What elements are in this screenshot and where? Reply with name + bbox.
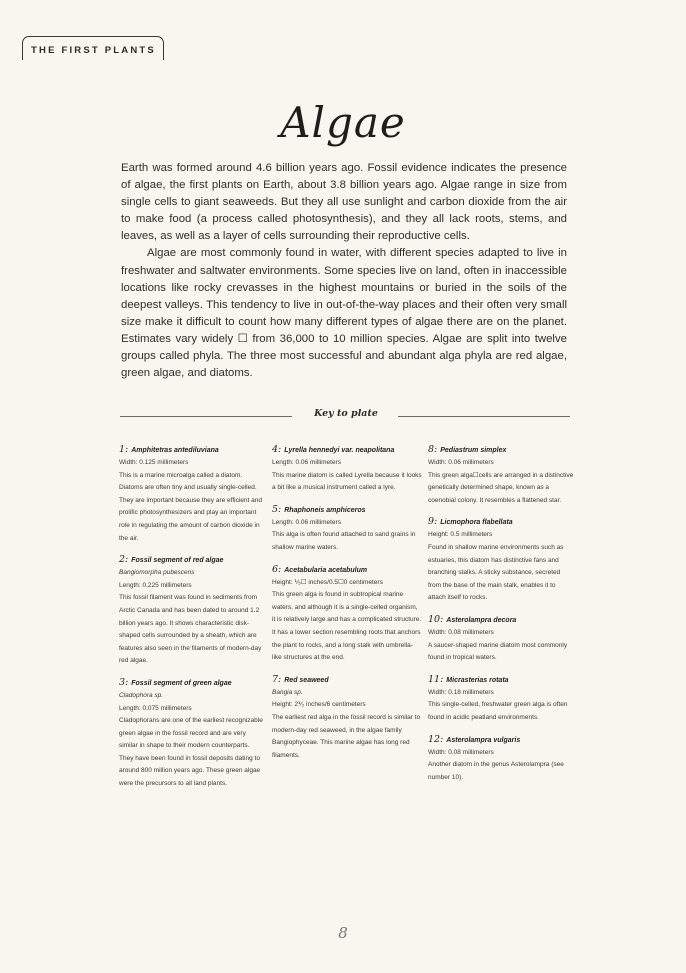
key-entry-description: A saucer-shaped marine diatom most commonly found in tropical waters. [428, 641, 568, 662]
key-entry-detail: Height: 0.5 millimeters [428, 531, 493, 539]
key-entry-detail: Length: 0.225 millimeters [119, 581, 192, 589]
key-entry-description: Found in shallow marine environments such as estuaries, this diatom has distinctive fans and branching stalks. A sticky substance, secreted from the base of the main stalk, enables it to attach itself to rocks. [428, 543, 564, 602]
key-entry-name: Fossil segment of red algae [131, 557, 224, 565]
intro-text [121, 160, 567, 382]
key-entry [119, 554, 265, 668]
key-divider-left [120, 416, 292, 417]
key-entry-detail: Height: 2⅟₂ inches/6 centimeters [272, 701, 366, 709]
key-entry-description: This green alga is found in subtropical marine waters, and although it is a single-celled organism, it is relatively large and has a complicated structure. It has a lower section resembling roots that anchors the plant to rocks, and a long stalk with umbrella-like structures at the end. [272, 591, 422, 662]
page-number: 8 [338, 924, 348, 942]
key-entry-detail: Width: 0.08 millimeters [428, 748, 494, 756]
key-entry-description: This green alga☐cells are arranged in a distinctive genetically determined shape, known as a coenobial colony. It resembles a flattened star. [428, 471, 574, 504]
key-entry-name: Acetabularia acetabulum [284, 566, 368, 574]
key-entry-number: 6: [272, 563, 282, 575]
key-entry-heading [428, 674, 574, 687]
key-entry-description: This fossil filament was found in sediments from Arctic Canada and has been dated to around 1.2 billion years ago. It shows characteristic disk-shaped cells surrounded by a sheath, which are features also seen in the filaments of modern-day red algae. [119, 594, 262, 665]
key-entry [428, 444, 574, 507]
key-entry-detail: Length: 0.06 millimeters [272, 518, 342, 526]
key-column-1 [119, 444, 265, 800]
intro-paragraph-2: Algae are most commonly found in water, with different species adapted to live in freshwater and saltwater environments. Some species live on land, often in inaccessible locations like rocky crevasses in the highest mountains or buried in the soils of the deepest valleys. This tendency to live in out-of-the-way places and their often very small size make it difficult to count how many different types of algae there are on the planet. Estimates vary widely ☐ from 36,000 to 10 million species. Algae are split into twelve groups called phyla. The three most successful and abundant alga phyla are red algae, green algae, and diatoms. [121, 247, 567, 380]
key-entry-detail: Width: 0.08 millimeters [428, 628, 494, 636]
key-entry-description: This marine diatom is called Lyrella because it looks a bit like a musical instrument called a lyre. [272, 471, 422, 492]
key-entry-name: Licmophora flabellata [440, 519, 513, 527]
key-divider-right [398, 416, 570, 417]
key-entry-description: This single-celled, freshwater green alga is often found in acidic peatland environments. [428, 701, 568, 721]
key-entry-heading [272, 674, 422, 687]
section-tab [22, 36, 164, 60]
key-entry-detail: Length: 0.06 millimeters [272, 459, 342, 466]
key-entry-heading [119, 554, 265, 567]
key-entry-number: 2: [119, 554, 129, 566]
key-entry-number: 11: [428, 673, 444, 685]
key-entry-heading [428, 734, 574, 747]
key-entry-heading [428, 516, 574, 529]
key-entry-heading [272, 504, 422, 517]
key-entry-name: Asterolampra decora [446, 616, 517, 624]
key-entry-description: The earliest red alga in the fossil record is similar to modern-day red seaweed, in the algae family Bangiophyceae. This marine algae has long red filaments. [272, 713, 421, 759]
key-entry-number: 7: [272, 673, 282, 685]
key-entry-heading [428, 614, 574, 627]
key-column-2 [272, 444, 422, 771]
key-entry-heading [272, 444, 422, 457]
key-entry-number: 5: [272, 503, 282, 515]
key-entry [428, 734, 574, 785]
key-entry-description: Cladophorans are one of the earliest recognizable green algae in the fossil record and are very similar in shape to their modern counterparts. They have been found in fossil deposits dating to around 800 million years ago. These green algae were the precursors to all land plants. [119, 717, 263, 788]
key-entry-number: 10: [428, 613, 444, 625]
key-entry [119, 444, 265, 545]
key-entry-description: This is a marine microalga called a diatom. Diatoms are often tiny and usually single-celled. They are important because they are efficient and prolific photosynthesizers and play an important role in regulating the amount of carbon dioxide in the air. [119, 471, 262, 542]
key-entry-number: 8: [428, 444, 438, 455]
key-entry-number: 4: [272, 444, 282, 455]
key-entry-heading [119, 444, 265, 457]
key-entry-heading [272, 564, 422, 577]
key-entry-detail: Cladophora sp. [119, 691, 164, 699]
key-entry-number: 12: [428, 733, 444, 745]
key-entry-description: This alga is often found attached to sand grains in shallow marine waters. [272, 531, 416, 551]
key-entry-name: Lyrella hennedyi var. neapolitana [284, 447, 395, 454]
key-entry-heading [428, 444, 574, 457]
key-entry-name: Rhaphoneis amphiceros [284, 506, 366, 514]
key-entry [272, 504, 422, 555]
key-entry-name: Fossil segment of green algae [131, 679, 232, 687]
key-entry [272, 444, 422, 495]
key-entry-detail: Bangia sp. [272, 688, 303, 696]
key-entry-detail: Bangiomorpha pubescens [119, 569, 195, 577]
key-title: Key to plate [314, 408, 378, 419]
key-entry-number: 1: [119, 444, 129, 455]
section-tab-label: THE FIRST PLANTS [31, 45, 156, 56]
key-entry-name: Asterolampra vulgaris [446, 736, 521, 744]
key-entry [272, 564, 422, 665]
key-entry-number: 9: [428, 516, 438, 528]
key-column-3 [428, 444, 574, 793]
key-entry-description: Another diatom in the genus Asterolampra (see number 10). [428, 761, 564, 781]
key-entry-name: Micrasterias rotata [446, 676, 509, 684]
key-entry-number: 3: [119, 676, 129, 688]
key-entry-detail: Width: 0.06 millimeters [428, 459, 494, 466]
key-entry-detail: Width: 0.18 millimeters [428, 688, 494, 696]
key-entry-name: Red seaweed [284, 676, 329, 684]
key-entry [428, 614, 574, 665]
page-title: Algae [280, 98, 406, 147]
key-entry [428, 674, 574, 725]
key-entry-name: Pediastrum simplex [440, 447, 507, 454]
key-entry [119, 677, 265, 791]
intro-paragraph-1: Earth was formed around 4.6 billion years ago. Fossil evidence indicates the presence of algae, the first plants on Earth, about 3.8 billion years ago. Algae range in size from single cells to giant seaweeds. But they all use sunlight and carbon dioxide from the air to make food (a process called photosynthesis), and they all lack roots, stems, and leaves, as well as a layer of cells surrounding their reproductive cells. [121, 162, 567, 243]
key-entry-detail: Height: ⅟₅☐ inches/0.5☐0 centimeters [272, 578, 383, 586]
key-entry-name: Amphitetras antediluviana [131, 447, 219, 454]
key-entry-heading [119, 677, 265, 690]
key-entry-detail: Width: 0.125 millimeters [119, 459, 189, 466]
key-entry [272, 674, 422, 763]
key-entry-detail: Length: 0.075 millimeters [119, 704, 192, 712]
key-entry [428, 516, 574, 605]
